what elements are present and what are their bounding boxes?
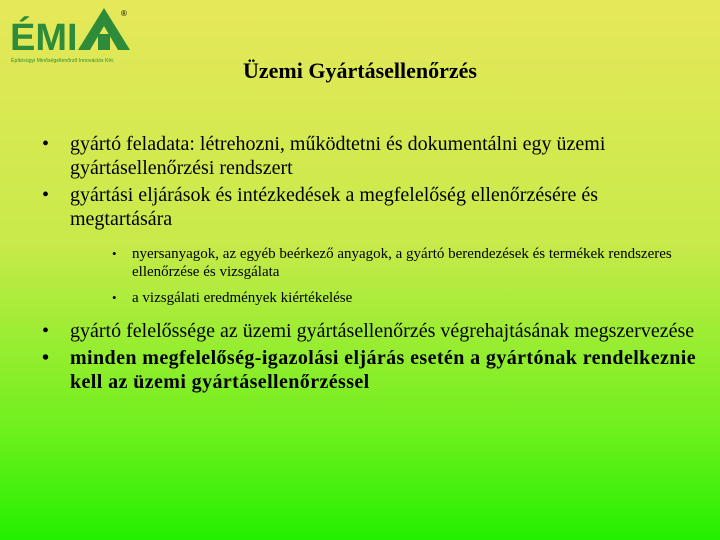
sub-bullet-list <box>32 245 702 307</box>
emi-logo <box>8 4 130 66</box>
bullet-text: gyártó feladata: létrehozni, működtetni és dokumentálni egy üzemi gyártásellenőrzési rendszert <box>70 133 606 179</box>
bullet-text: gyártó felelőssége az üzemi gyártásellenőrzés végrehajtásának megszervezése <box>70 320 695 342</box>
bullet-marker: • <box>112 290 117 305</box>
slide-title: Üzemi Gyártásellenőrzés <box>243 58 477 83</box>
svg-text:Építésügyi Minőségellenőrző In: Építésügyi Minőségellenőrző Innovációs Kht. <box>11 58 115 64</box>
bullet-item <box>32 183 702 231</box>
bullet-marker: • <box>42 320 50 342</box>
svg-text:®: ® <box>121 9 127 18</box>
sub-bullet-text: a vizsgálati eredmények kiértékelése <box>132 290 353 306</box>
slide-content <box>32 132 702 397</box>
sub-bullet-item <box>32 289 702 307</box>
bullet-marker: • <box>42 133 50 155</box>
bullet-item <box>32 132 702 180</box>
bullet-item <box>32 346 702 394</box>
sub-bullet-text: nyersanyagok, az egyéb beérkező anyagok, a gyártó berendezések és termékek rendszeres ellenőrzése és vizsgálata <box>132 246 672 280</box>
svg-text:ÉMI: ÉMI <box>10 17 78 59</box>
bullet-marker: • <box>42 347 50 369</box>
bullet-marker: • <box>112 246 117 261</box>
bullet-marker: • <box>42 184 50 206</box>
bullet-text: gyártási eljárások és intézkedések a megfelelőség ellenőrzésére és megtartására <box>70 184 599 230</box>
sub-bullet-item <box>32 245 702 281</box>
bullet-item <box>32 319 702 343</box>
bullet-text: minden megfelelőség-igazolási eljárás esetén a gyártónak rendelkeznie kell az üzemi gyártásellenőrzéssel <box>70 347 697 393</box>
